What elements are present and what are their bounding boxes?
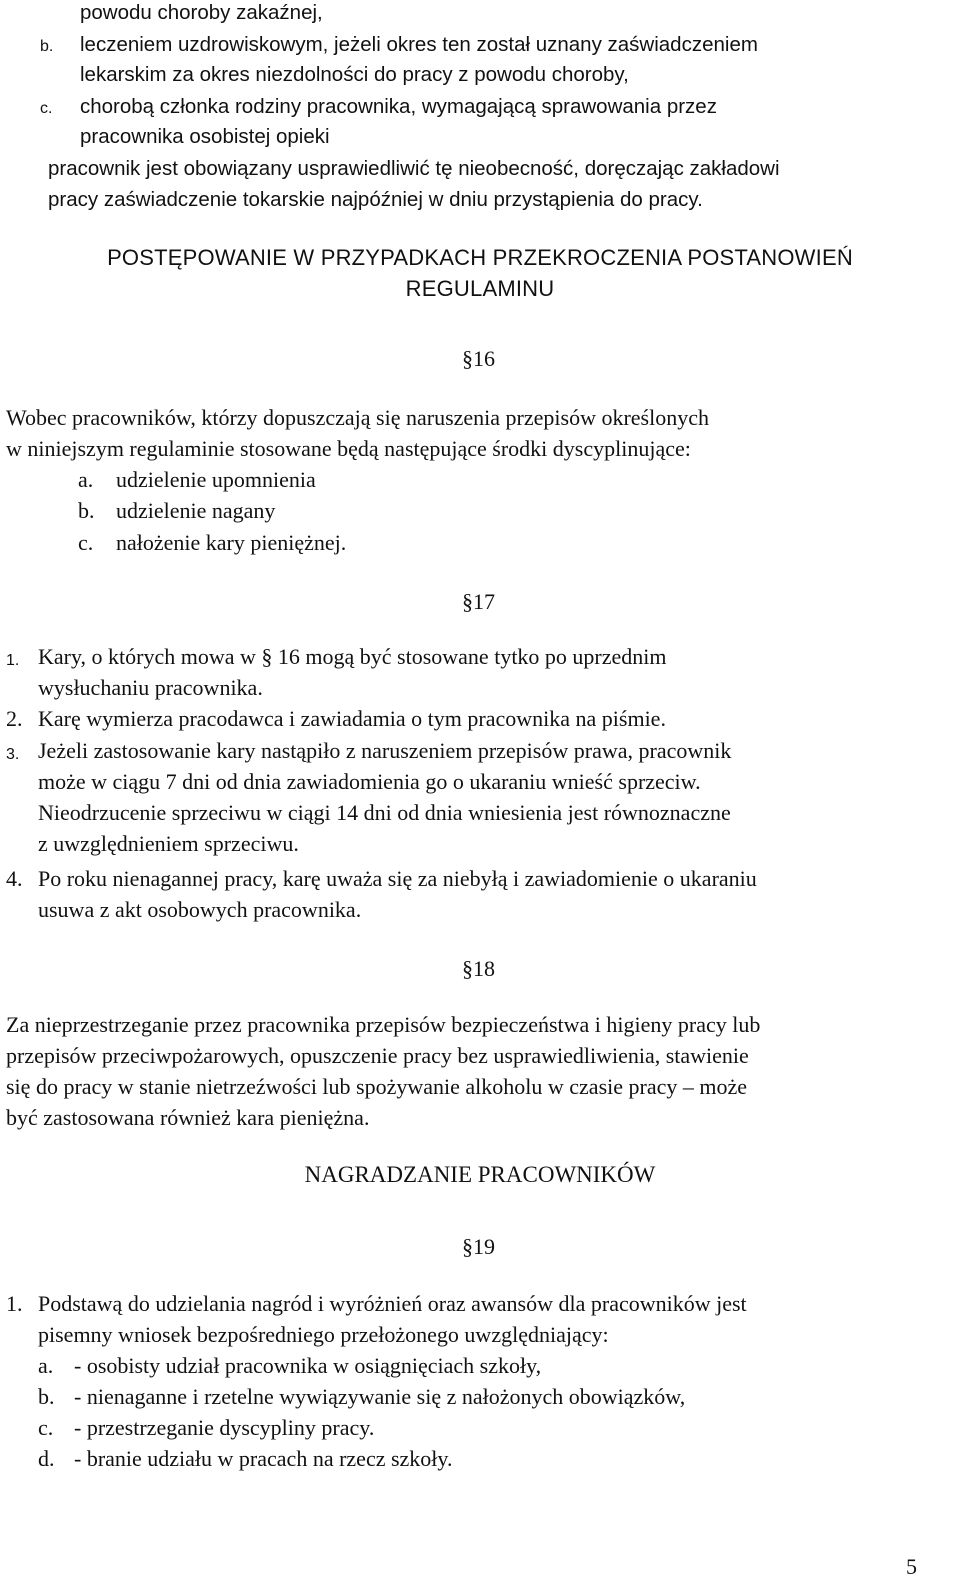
list-item-text: lekarskim za okres niezdolności do pracy z powodu choroby, bbox=[80, 63, 629, 86]
list-item-text: pisemny wniosek bezpośredniego przełożonego uwzględniający: bbox=[38, 1322, 609, 1347]
list-item-text: - przestrzeganie dyscypliny pracy. bbox=[74, 1415, 375, 1440]
list-marker: b. bbox=[40, 38, 54, 55]
list-item-text: z uwzględnieniem sprzeciwu. bbox=[38, 831, 299, 856]
list-item-text: - osobisty udział pracownika w osiągnięciach szkoły, bbox=[74, 1353, 542, 1378]
list-marker: c. bbox=[38, 1415, 54, 1440]
list-marker: 1. bbox=[6, 1291, 23, 1316]
list-item-text: nałożenie kary pieniężnej. bbox=[116, 530, 347, 555]
page-number: 5 bbox=[906, 1554, 917, 1579]
list-marker: d. bbox=[38, 1446, 55, 1471]
list-marker: b. bbox=[38, 1384, 55, 1409]
section-sign-icon: § bbox=[261, 644, 273, 669]
list-marker: c. bbox=[40, 100, 53, 117]
continuation-line: powodu choroby zakaźnej, bbox=[80, 1, 323, 24]
list-item-text: chorobą członka rodziny pracownika, wymagającą sprawowania przez bbox=[80, 95, 717, 118]
list-item-text: usuwa z akt osobowych pracownika. bbox=[38, 897, 362, 922]
list-marker: b. bbox=[78, 498, 95, 523]
list-marker: c. bbox=[78, 530, 94, 555]
list-marker: a. bbox=[38, 1353, 54, 1378]
paragraph-line: przepisów przeciwpożarowych, opuszczenie pracy bez usprawiedliwienia, stawienie bbox=[6, 1043, 749, 1068]
list-marker: 3. bbox=[6, 746, 20, 763]
list-item-text: leczeniem uzdrowiskowym, jeżeli okres ten został uznany zaświadczeniem bbox=[80, 33, 758, 56]
list-item-text: Nieodrzucenie sprzeciwu w ciągi 14 dni od dnia wniesienia jest równoznaczne bbox=[38, 800, 731, 825]
list-marker: 4. bbox=[6, 866, 23, 891]
paragraph-line: pracownik jest obowiązany usprawiedliwić tę nieobecność, doręczając zakładowi bbox=[48, 157, 780, 180]
list-item-text: pracownika osobistej opieki bbox=[80, 125, 330, 148]
list-item-text: Kary, o których mowa w § 16 mogą być stosowane tytko po uprzednim bbox=[38, 644, 667, 669]
section-heading: POSTĘPOWANIE W PRZYPADKACH PRZEKROCZENIA POSTANOWIEŃ bbox=[107, 245, 853, 270]
paragraph-number: §19 bbox=[462, 1234, 495, 1259]
paragraph-line: Za nieprzestrzeganie przez pracownika przepisów bezpieczeństwa i higieny pracy lub bbox=[6, 1012, 761, 1037]
list-marker: 1. bbox=[6, 652, 20, 669]
section-sign-icon: § bbox=[462, 956, 473, 981]
paragraph-number: §18 bbox=[462, 956, 495, 981]
list-marker: 2. bbox=[6, 706, 23, 731]
list-item-text: Jeżeli zastosowanie kary nastąpiło z naruszeniem przepisów prawa, pracownik bbox=[38, 738, 732, 763]
paragraph-line: być zastosowana również kara pieniężna. bbox=[6, 1105, 370, 1130]
section-sign-icon: § bbox=[462, 346, 473, 371]
list-item-text: wysłuchaniu pracownika. bbox=[38, 675, 263, 700]
section-heading: NAGRADZANIE PRACOWNIKÓW bbox=[304, 1162, 656, 1187]
paragraph-line: się do pracy w stanie nietrzeźwości lub spożywanie alkoholu w czasie pracy – może bbox=[6, 1074, 748, 1099]
list-item-text: Podstawą do udzielania nagród i wyróżnień oraz awansów dla pracowników jest bbox=[38, 1291, 747, 1316]
paragraph-line: w niniejszym regulaminie stosowane będą następujące środki dyscyplinujące: bbox=[6, 436, 691, 461]
paragraph-number: §16 bbox=[462, 346, 495, 371]
list-item-text: - nienaganne i rzetelne wywiązywanie się z nałożonych obowiązków, bbox=[74, 1384, 686, 1409]
list-marker: a. bbox=[78, 467, 94, 492]
list-item-text: udzielenie nagany bbox=[116, 498, 276, 523]
paragraph-line: pracy zaświadczenie tokarskie najpóźniej w dniu przystąpienia do pracy. bbox=[48, 188, 703, 211]
section-heading: REGULAMINU bbox=[405, 276, 555, 301]
list-item-text: Karę wymierza pracodawca i zawiadamia o tym pracownika na piśmie. bbox=[38, 706, 666, 731]
list-item-text: Po roku nienagannej pracy, karę uważa się za niebyłą i zawiadomienie o ukaraniu bbox=[38, 866, 757, 891]
list-item-text: udzielenie upomnienia bbox=[116, 467, 316, 492]
list-item-text: może w ciągu 7 dni od dnia zawiadomienia go o ukaraniu wnieść sprzeciw. bbox=[38, 769, 701, 794]
paragraph-line: Wobec pracowników, którzy dopuszczają się naruszenia przepisów określonych bbox=[6, 405, 709, 430]
list-item-text: - branie udziału w pracach na rzecz szkoły. bbox=[74, 1446, 453, 1471]
paragraph-number: §17 bbox=[462, 589, 495, 614]
section-sign-icon: § bbox=[462, 589, 473, 614]
section-sign-icon: § bbox=[462, 1234, 473, 1259]
